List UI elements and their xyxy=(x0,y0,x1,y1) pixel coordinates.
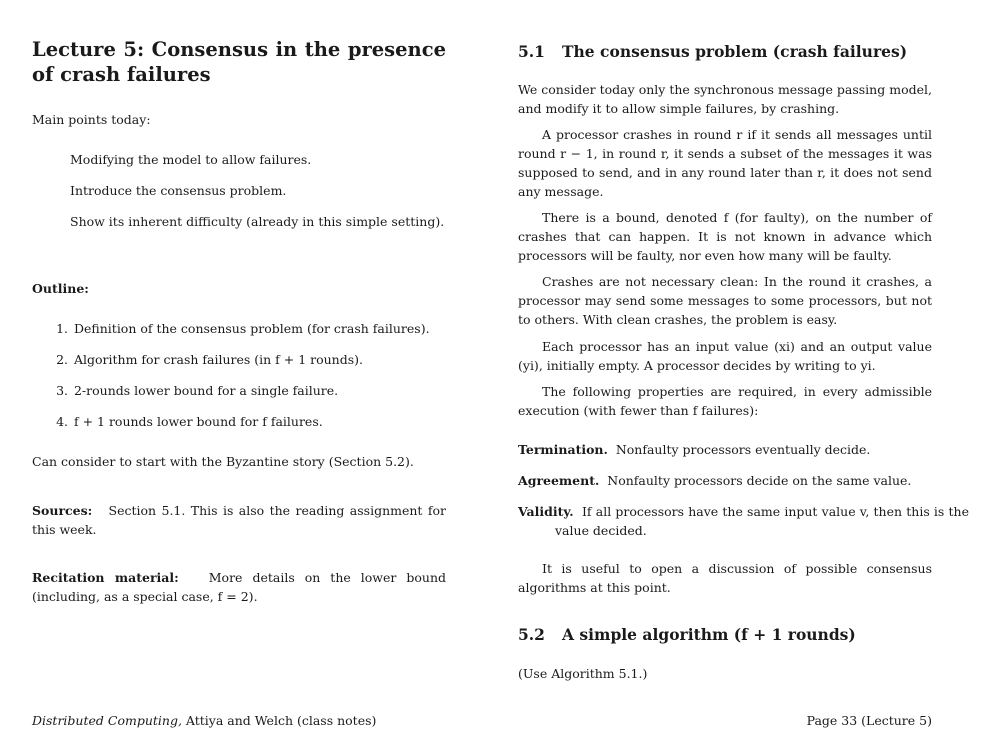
lecture-title: Lecture 5: Consensus in the presence of crash failures xyxy=(32,38,446,86)
outline-item xyxy=(32,381,446,400)
outline-number: 1. xyxy=(56,321,68,336)
section-title: The consensus problem (crash failures) xyxy=(562,42,908,61)
recitation-text: More details on the lower bound (including, as a special case, f = 2). xyxy=(32,570,446,604)
outline-text: Algorithm for crash failures (in f + 1 rounds). xyxy=(73,352,364,367)
outline-text: Definition of the consensus problem (for crash failures). xyxy=(73,321,430,336)
byzantine-note: Can consider to start with the Byzantine story (Section 5.2). xyxy=(32,454,414,469)
footer-authors: Attiya and Welch (class notes) xyxy=(185,713,377,728)
main-points-heading: Main points today: xyxy=(32,112,151,127)
outline-item xyxy=(32,319,446,338)
paragraph: It is useful to open a discussion of possible consensus algorithms at this point. xyxy=(518,561,932,595)
paragraph: We consider today only the synchronous message passing model, and modify it to allow simple failures, by crashing. xyxy=(518,82,932,116)
outline-number: 2. xyxy=(56,352,68,367)
property-text: Nonfaulty processors decide on the same value. xyxy=(607,473,912,488)
property-label: Validity. xyxy=(518,504,574,519)
paragraph: Each processor has an input value (xi) and an output value (yi), initially empty. A processor decides by writing to yi. xyxy=(518,339,932,373)
outline-number: 4. xyxy=(56,414,68,429)
outline-item xyxy=(32,350,446,369)
outline-item xyxy=(32,412,446,431)
property-agreement xyxy=(518,471,932,490)
property-text: Nonfaulty processors eventually decide. xyxy=(615,442,871,457)
section-heading xyxy=(518,625,932,644)
paragraph: The following properties are required, in every admissible execution (with fewer than f failures): xyxy=(518,384,932,418)
section-number: 5.2 xyxy=(518,625,545,644)
property-termination xyxy=(518,440,932,459)
paragraph: (Use Algorithm 5.1.) xyxy=(518,666,648,681)
section-number: 5.1 xyxy=(518,42,545,61)
footer-left xyxy=(32,713,376,728)
sources-text: Section 5.1. This is also the reading assignment for this week. xyxy=(32,503,446,537)
section-title: A simple algorithm (f + 1 rounds) xyxy=(562,625,856,644)
paragraph: There is a bound, denoted f (for faulty), on the number of crashes that can happen. It is not known in advance which processors will be faulty, nor even how many will be faulty. xyxy=(518,210,932,263)
outline-text: f + 1 rounds lower bound for f failures. xyxy=(73,414,323,429)
property-label: Agreement. xyxy=(518,473,600,488)
footer-page: Page 33 (Lecture 5) xyxy=(806,713,932,728)
outline-heading: Outline: xyxy=(32,281,89,296)
property-label: Termination. xyxy=(518,442,608,457)
main-point-item: Introduce the consensus problem. xyxy=(70,183,287,198)
outline-number: 3. xyxy=(56,383,68,398)
paragraph: Crashes are not necessary clean: In the round it crashes, a processor may send some messages to some processors, but not to others. With clean crashes, the problem is easy. xyxy=(518,274,932,327)
property-validity xyxy=(518,502,969,540)
recitation-paragraph xyxy=(32,568,446,606)
sources-paragraph xyxy=(32,501,446,539)
sources-label: Sources: xyxy=(32,503,93,518)
property-text: If all processors have the same input value v, then this is the value decided. xyxy=(555,504,970,538)
recitation-label: Recitation material: xyxy=(32,570,179,585)
section-heading xyxy=(518,42,932,61)
footer-course: Distributed Computing, xyxy=(32,713,182,728)
paragraph: A processor crashes in round r if it sends all messages until round r − 1, in round r, it sends a subset of the messages it was supposed to send, and in any round later than r, it does not send any message. xyxy=(518,127,932,199)
outline-text: 2-rounds lower bound for a single failure. xyxy=(73,383,339,398)
main-point-item: Show its inherent difficulty (already in this simple setting). xyxy=(70,214,445,229)
main-point-item: Modifying the model to allow failures. xyxy=(70,152,312,167)
